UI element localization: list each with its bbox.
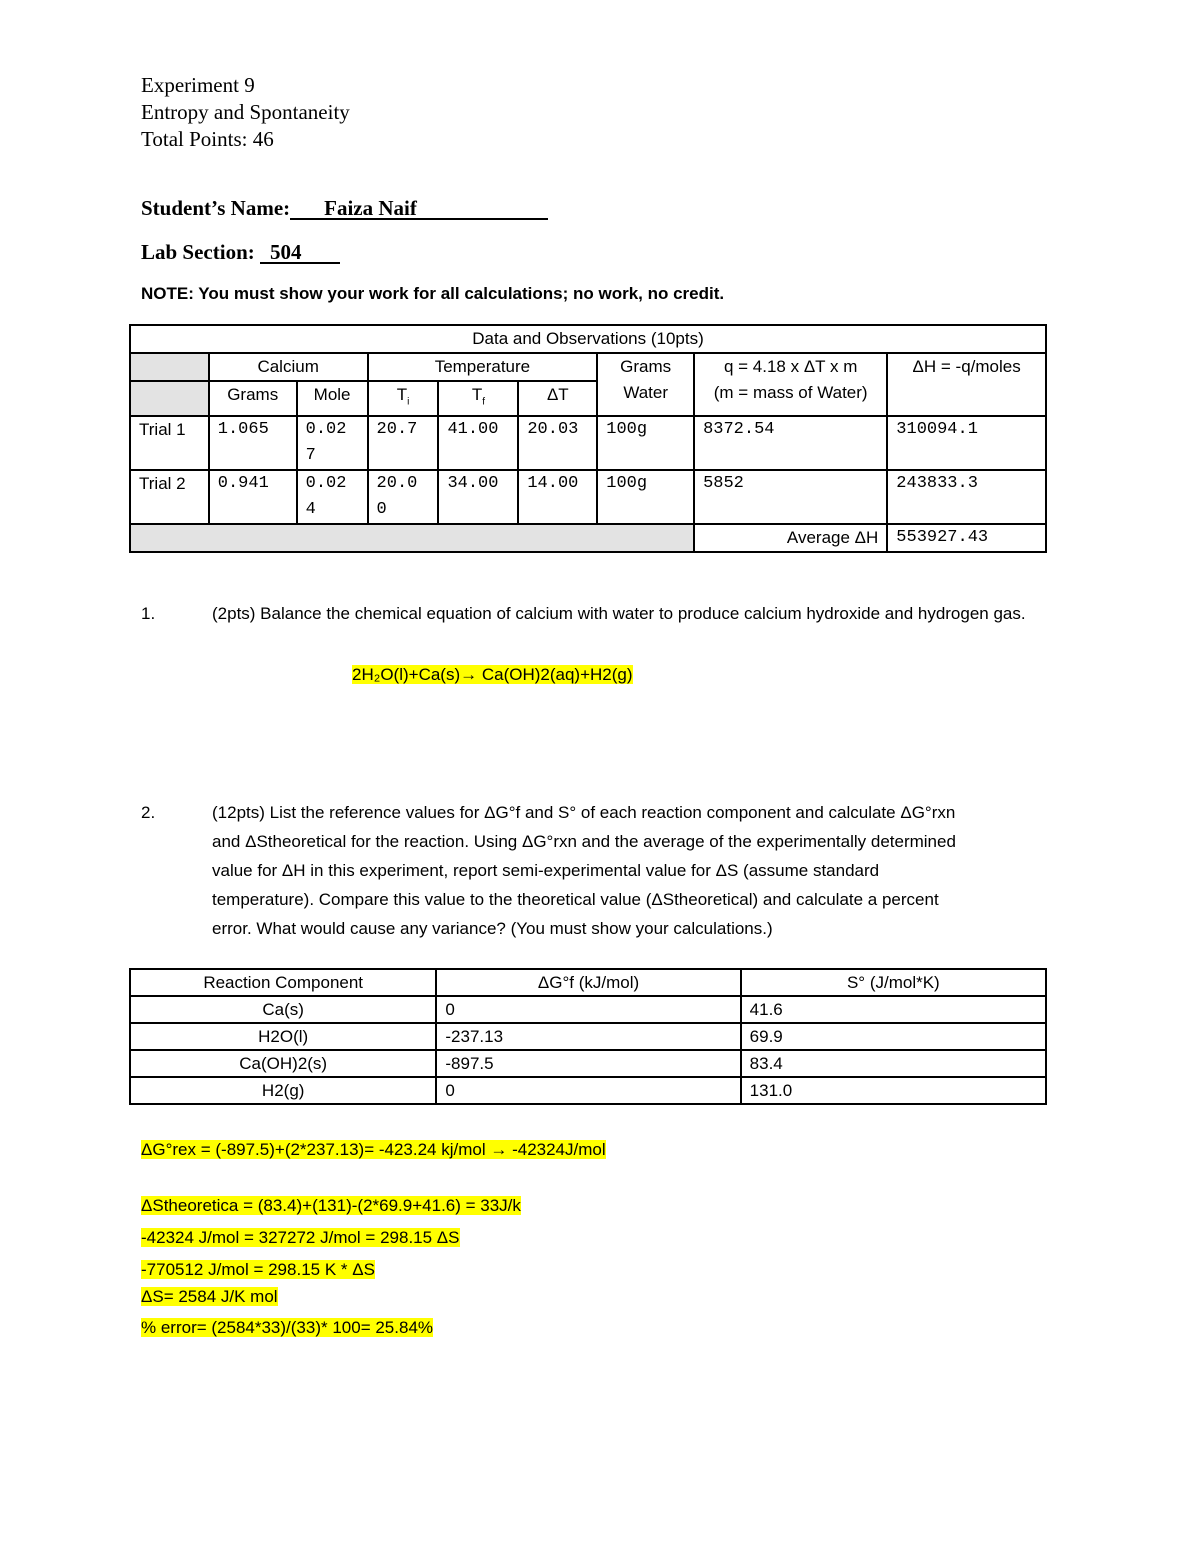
dg-cell[interactable]: 0 [436,996,740,1023]
q-cell[interactable]: 5852 [694,470,887,524]
q-header-line1: q = 4.18 x ΔT x m [723,357,858,376]
s-cell[interactable]: 83.4 [741,1050,1046,1077]
temperature-header: Temperature [368,353,598,381]
question-line: temperature). Compare this value to the theoretical value (ΔStheoretical) and calculate a percent [212,890,939,909]
mole-line1: 0.02 [305,420,347,440]
lab-section-row [141,240,340,265]
table-row [130,470,1046,524]
trial-label: Trial 2 [130,470,209,524]
question-number: 2. [141,803,156,822]
grams-cell[interactable]: 0.941 [209,470,297,524]
question-line: (12pts) List the reference values for ΔG°f and S° of each reaction component and calculate ΔG°rxn [212,803,956,822]
dt-cell[interactable]: 20.03 [518,416,597,470]
balanced-equation: 2H₂O(l)+Ca(s)→ Ca(OH)2(aq)+H2(g) [352,665,633,684]
s-header: S° (J/mol*K) [741,969,1046,996]
question-number: 1. [141,604,156,623]
ti-line1: 20.7 [376,420,418,440]
mole-line2: 4 [305,500,316,520]
table-row [130,416,1046,470]
dh-cell[interactable]: 243833.3 [887,470,1046,524]
question-line: value for ΔH in this experiment, report semi-experimental value for ΔS (assume standard [212,861,880,880]
question-2 [141,798,1051,943]
s-cell[interactable]: 69.9 [741,1023,1046,1050]
dg-cell[interactable]: -897.5 [436,1050,740,1077]
water-cell[interactable]: 100g [597,470,694,524]
water-cell[interactable]: 100g [597,416,694,470]
tf-cell[interactable]: 34.00 [438,470,518,524]
question-1 [141,599,1041,628]
s-cell[interactable]: 131.0 [741,1077,1046,1104]
calc-percent-error [141,1316,433,1340]
component-cell: H2O(l) [130,1023,436,1050]
answer-1 [352,660,633,689]
grams-water-header [597,353,694,416]
ti-header: $T_i$ [368,381,439,416]
grams-cell[interactable]: 1.065 [209,416,297,470]
table-row [130,1077,1046,1104]
calc-line: ΔStheoretica = (83.4)+(131)-(2*69.9+41.6) = 33J/k [141,1196,521,1215]
dt-header: ΔT [518,381,597,416]
calc-line: ΔS= 2584 J/K mol [141,1287,278,1306]
calc-ds-result [141,1285,278,1309]
ti-line1: 20.0 [376,474,418,494]
calc-ds-step1 [141,1226,460,1250]
component-header: Reaction Component [130,969,436,996]
question-line: and ΔStheoretical for the reaction. Using ΔG°rxn and the average of the experimentally determined [212,832,956,851]
component-cell: Ca(s) [130,996,436,1023]
blank-subheader-cell [130,381,209,416]
s-cell[interactable]: 41.6 [741,996,1046,1023]
q-header [694,353,887,416]
dh-header: ΔH = -q/moles [887,353,1046,416]
lab-section-label: Lab Section: [141,240,255,264]
question-text: (2pts) Balance the chemical equation of calcium with water to produce calcium hydroxide and hydrogen gas. [212,604,1026,623]
blank-header-cell [130,353,209,381]
q-cell[interactable]: 8372.54 [694,416,887,470]
table-row [130,996,1046,1023]
note-text: NOTE: You must show your work for all calculations; no work, no credit. [141,284,725,303]
reference-values-table [129,968,1047,1105]
calc-ds-step2 [141,1258,375,1282]
average-blank-cell [130,524,694,552]
table-title: Data and Observations (10pts) [130,325,1046,353]
calc-line: ΔG°rex = (-897.5)+(2*237.13)= -423.24 kj/mol → -42324J/mol [141,1140,606,1159]
q-header-line2: (m = mass of Water) [713,383,868,402]
calc-line: -42324 J/mol = 327272 J/mol = 298.15 ΔS [141,1228,460,1247]
average-label: Average ΔH [694,524,887,552]
question-line: error. What would cause any variance? (You must show your calculations.) [212,919,773,938]
tf-header: $T_f$ [438,381,518,416]
data-observations-table [129,324,1047,553]
ti-cell[interactable] [368,470,439,524]
table-row [130,1050,1046,1077]
student-name-field[interactable] [290,198,548,220]
grams-water-line2: Water [623,383,669,402]
mole-line1: 0.02 [305,474,347,494]
student-name-row [141,196,548,221]
calc-line: -770512 J/mol = 298.15 K * ΔS [141,1260,375,1279]
average-value[interactable]: 553927.43 [887,524,1046,552]
ti-line2: 0 [376,500,387,520]
component-cell: Ca(OH)2(s) [130,1050,436,1077]
ti-cell[interactable] [368,416,439,470]
calc-dg-rxn [141,1138,606,1162]
total-points: Total Points: 46 [141,127,274,151]
lab-section-value: 504 [270,240,302,264]
mole-header: Mole [297,381,368,416]
calc-line: % error= (2584*33)/(33)* 100= 25.84% [141,1318,434,1337]
mole-line2: 7 [305,446,316,466]
document-header [141,72,350,153]
calc-ds-theoretical [141,1194,521,1218]
grams-water-line1: Grams [620,357,672,376]
student-name-label: Student’s Name: [141,196,291,220]
tf-cell[interactable]: 41.00 [438,416,518,470]
dg-cell[interactable]: 0 [436,1077,740,1104]
dg-cell[interactable]: -237.13 [436,1023,740,1050]
calcium-header: Calcium [209,353,368,381]
student-name-value: Faiza Naif [324,196,417,220]
table-row [130,1023,1046,1050]
dh-cell[interactable]: 310094.1 [887,416,1046,470]
grams-header: Grams [209,381,297,416]
trial-label: Trial 1 [130,416,209,470]
experiment-number: Experiment 9 [141,73,255,97]
dt-cell[interactable]: 14.00 [518,470,597,524]
dg-header: ΔG°f (kJ/mol) [436,969,740,996]
component-cell: H2(g) [130,1077,436,1104]
lab-section-field[interactable] [260,242,340,264]
mole-cell[interactable] [297,416,368,470]
mole-cell[interactable] [297,470,368,524]
experiment-title: Entropy and Spontaneity [141,100,350,124]
